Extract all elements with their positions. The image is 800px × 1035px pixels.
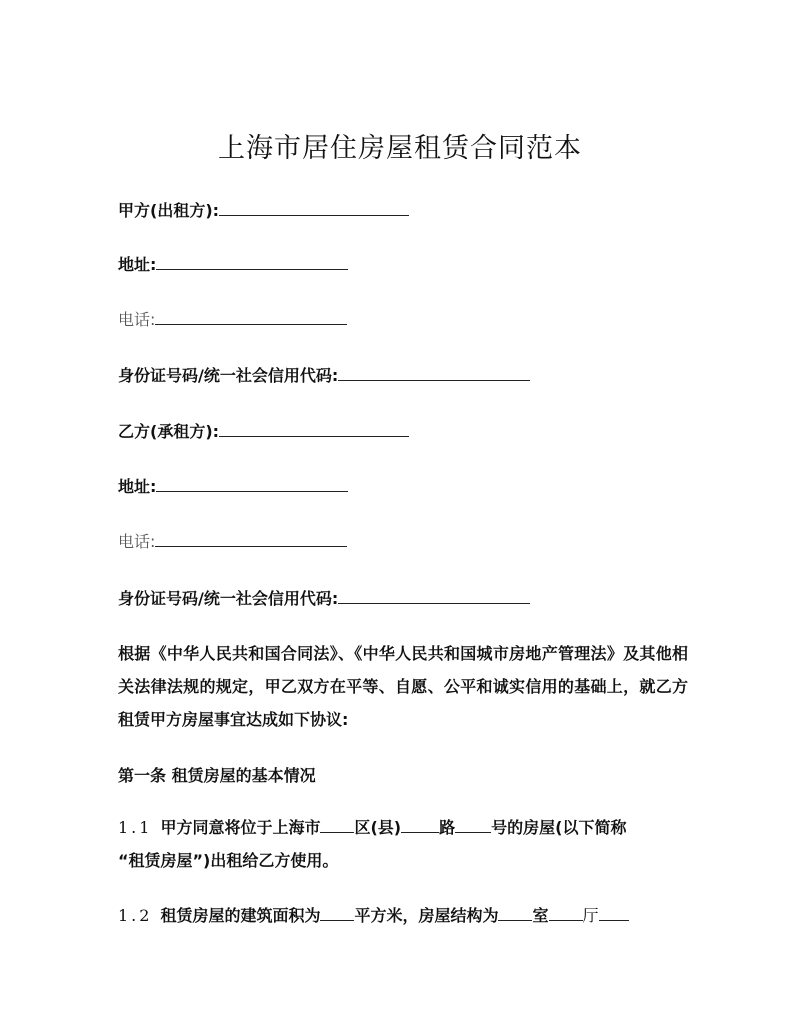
clause-1-2 [118, 899, 698, 932]
clause-1-1-text-5: “租赁房屋”)出租给乙方使用。 [118, 851, 339, 870]
party-a-address-label: 地址: [118, 255, 157, 274]
party-a-phone-line [118, 308, 347, 331]
clause-1-2-end-blank[interactable] [599, 904, 629, 921]
clause-1-1 [118, 811, 698, 877]
party-b-name-blank[interactable] [219, 420, 409, 437]
party-a-phone-label: 电话: [118, 310, 156, 329]
party-b-address-label: 地址: [118, 477, 157, 496]
party-a-id-line [118, 364, 530, 387]
party-b-name-line [118, 420, 409, 443]
clause-1-2-area-blank[interactable] [320, 904, 354, 921]
party-a-id-blank[interactable] [338, 364, 530, 381]
party-a-name-blank[interactable] [219, 199, 409, 216]
party-b-phone-line [118, 530, 347, 553]
party-b-address-blank[interactable] [156, 475, 348, 492]
clause-1-2-text-3: 室 [532, 906, 549, 925]
clause-1-2-number: 1.2 [118, 906, 153, 925]
clause-1-1-road-blank[interactable] [401, 816, 439, 833]
clause-1-2-halls-blank[interactable] [549, 904, 583, 921]
party-b-id-label: 身份证号码/统一社会信用代码: [118, 589, 339, 608]
preamble-paragraph: 根据《中华人民共和国合同法》、《中华人民共和国城市房地产管理法》及其他相关法律法规的规定，甲乙双方在平等、自愿、公平和诚实信用的基础上，就乙方租赁甲方房屋事宜达成如下协议: [118, 644, 688, 729]
party-b-phone-blank[interactable] [155, 530, 347, 547]
clause-1-2-text-1: 租赁房屋的建筑面积为 [160, 906, 321, 925]
party-b-address-line [118, 475, 348, 498]
clause-1-1-number-blank[interactable] [455, 816, 491, 833]
clause-1-1-text-1: 甲方同意将位于上海市 [160, 818, 321, 837]
party-a-phone-blank[interactable] [155, 308, 347, 325]
party-b-phone-label: 电话: [118, 532, 156, 551]
party-a-address-blank[interactable] [156, 253, 348, 270]
clause-1-2-text-4: 厅 [582, 906, 599, 925]
section-1-title: 第一条 租赁房屋的基本情况 [118, 766, 316, 785]
party-b-id-blank[interactable] [338, 587, 530, 604]
clause-1-1-district-blank[interactable] [320, 816, 354, 833]
party-b-id-line [118, 587, 530, 610]
clause-1-1-text-2: 区(县) [354, 818, 402, 837]
clause-1-2-text-2: 平方米，房屋结构为 [354, 906, 499, 925]
party-b-name-label: 乙方(承租方): [118, 422, 220, 441]
party-a-address-line [118, 253, 348, 276]
clause-1-1-text-4: 号的房屋(以下简称 [491, 818, 627, 837]
clause-1-1-number: 1.1 [118, 818, 153, 837]
party-a-name-line [118, 199, 409, 222]
document-title: 上海市居住房屋租赁合同范本 [218, 133, 582, 164]
clause-1-1-text-3: 路 [439, 818, 456, 837]
party-a-id-label: 身份证号码/统一社会信用代码: [118, 366, 339, 385]
party-a-name-label: 甲方(出租方): [118, 201, 220, 220]
clause-1-2-rooms-blank[interactable] [498, 904, 532, 921]
